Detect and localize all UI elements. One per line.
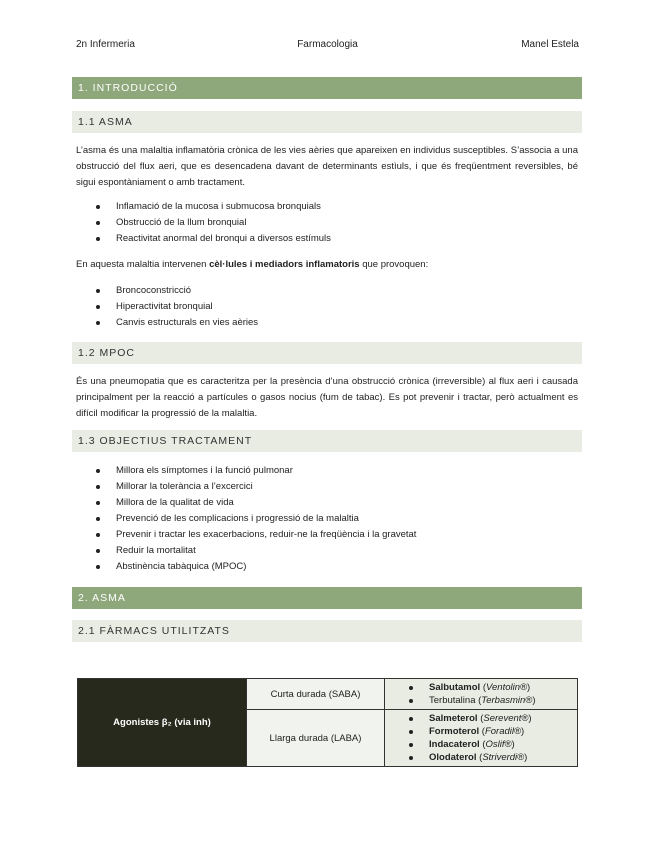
drugs-table: [77, 678, 578, 767]
drug-list: [385, 712, 577, 764]
list-item: Broncoconstricció: [76, 283, 578, 299]
objectives-list: [76, 463, 578, 575]
list-item: Reactivitat anormal del bronqui a diversos estímuls: [76, 231, 578, 247]
drug-item: Terbutalina (Terbasmin®): [385, 694, 577, 707]
mediators-text-post: que provoquen:: [359, 259, 429, 270]
header-center: Farmacologia: [297, 39, 358, 50]
duration-cell: Llarga durada (LABA): [247, 710, 385, 767]
subsection-heading-objectius: 1.3 OBJECTIUS TRACTAMENT: [72, 430, 582, 452]
list-item: Millora de la qualitat de vida: [76, 495, 578, 511]
mediators-text-bold: cèl·lules i mediadors inflamatoris: [209, 259, 360, 270]
drug-name: Salmeterol: [429, 713, 478, 724]
drug-item: Salbutamol (Ventolin®): [385, 681, 577, 694]
mpoc-paragraph: És una pneumopatia que es caracteritza per la presència d’una obstrucció crònica (irreversible) al flux aeri i causada principalment per la reacció a partícules o gasos nocius (fum de tabac). Es pot prevenir i tractar, però actualment es difícil modificar la progressió de la malaltia.: [76, 376, 578, 419]
drug-item: Salmeterol (Serevent®): [385, 712, 577, 725]
drug-brand: Serevent®: [483, 713, 529, 724]
list-item: Obstrucció de la llum bronquial: [76, 215, 578, 231]
list-item: Millora els símptomes i la funció pulmonar: [76, 463, 578, 479]
list-item: Inflamació de la mucosa i submucosa bronquials: [76, 199, 578, 215]
drug-list: [385, 681, 577, 707]
list-item: Millorar la tolerància a l’excercici: [76, 479, 578, 495]
subsection-heading-farmacs: 2.1 FÀRMACS UTILITZATS: [72, 620, 582, 642]
list-item: Canvis estructurals en vies aèries: [76, 315, 578, 331]
table-row: [78, 679, 578, 710]
drug-name: Terbutalina: [429, 695, 476, 706]
subsection-heading-asma: 1.1 ASMA: [72, 111, 582, 133]
drug-brand: Terbasmin®: [481, 695, 533, 706]
subsection-heading-mpoc: 1.2 MPOC: [72, 342, 582, 364]
list-item: Reduir la mortalitat: [76, 543, 578, 559]
mediators-paragraph: [76, 257, 578, 273]
list-item: Abstinència tabàquica (MPOC): [76, 559, 578, 575]
drug-brand: Striverdi®: [482, 752, 525, 763]
section-heading-asma: 2. ASMA: [72, 587, 582, 609]
drug-name: Indacaterol: [429, 739, 480, 750]
drug-brand: Foradil®: [484, 726, 521, 737]
effects-list: [76, 283, 578, 331]
drug-brand: Ventolin®: [486, 682, 527, 693]
header-left: 2n Infermeria: [76, 39, 135, 50]
list-item: Hiperactivitat bronquial: [76, 299, 578, 315]
header-right: Manel Estela: [521, 39, 579, 50]
asma-features-list: [76, 199, 578, 247]
drug-brand: Oslif®: [485, 739, 512, 750]
drug-name: Salbutamol: [429, 682, 481, 693]
drug-item: Indacaterol (Oslif®): [385, 738, 577, 751]
drug-name: Olodaterol: [429, 752, 477, 763]
list-item: Prevenir i tractar les exacerbacions, reduir-ne la freqüència i la gravetat: [76, 527, 578, 543]
asma-paragraph: L’asma és una malaltia inflamatòria crònica de les vies aèries que apareixen en individus susceptibles. S’associa a una obstrucció del flux aeri, que es desencadena davant de determinants estìuls, i que és freqüentment reversibles, bé sigui espontàniament o amb tractament.: [76, 145, 578, 188]
mediators-text-pre: En aquesta malaltia intervenen: [76, 259, 210, 270]
list-item: Prevenció de les complicacions i progressió de la malaltia: [76, 511, 578, 527]
duration-cell: Curta durada (SABA): [247, 679, 385, 710]
drug-name: Formoterol: [429, 726, 480, 737]
section-heading-introduccio: 1. INTRODUCCIÓ: [72, 77, 582, 99]
drug-item: Formoterol (Foradil®): [385, 725, 577, 738]
drug-list-cell: [385, 710, 578, 767]
drug-item: Olodaterol (Striverdi®): [385, 751, 577, 764]
drug-list-cell: [385, 679, 578, 710]
drug-group-cell: Agonistes β₂ (via inh): [78, 679, 247, 767]
